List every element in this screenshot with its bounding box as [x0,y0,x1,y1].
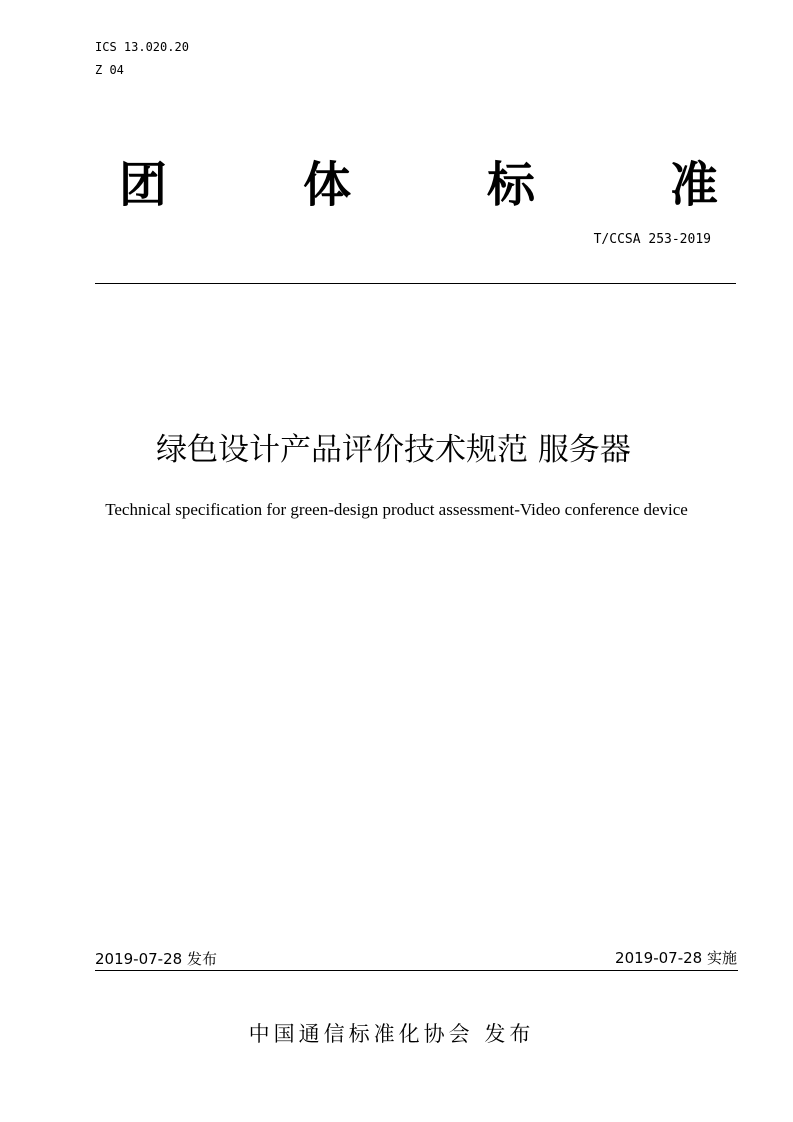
doc-type-char-2: 体 [303,157,352,213]
ics-code: ICS 13.020.20 [95,40,189,54]
publisher: 中国通信标准化协会 发布 [248,1022,535,1046]
top-divider [95,283,736,284]
standard-number: T/CCSA 253-2019 [593,232,711,247]
doc-type-char-3: 标 [487,157,536,213]
title-english: Technical specification for green-design product assessment-Video conference device [105,500,688,519]
doc-type-char-1: 团 [119,157,168,213]
publish-date: 2019-07-28 发布 [95,950,217,968]
classification-code: Z 04 [95,63,124,77]
bottom-divider [95,970,738,971]
implement-date: 2019-07-28 实施 [615,949,737,967]
title-chinese: 绿色设计产品评价技术规范 服务器 [156,432,631,468]
doc-type-char-4: 准 [670,157,719,213]
